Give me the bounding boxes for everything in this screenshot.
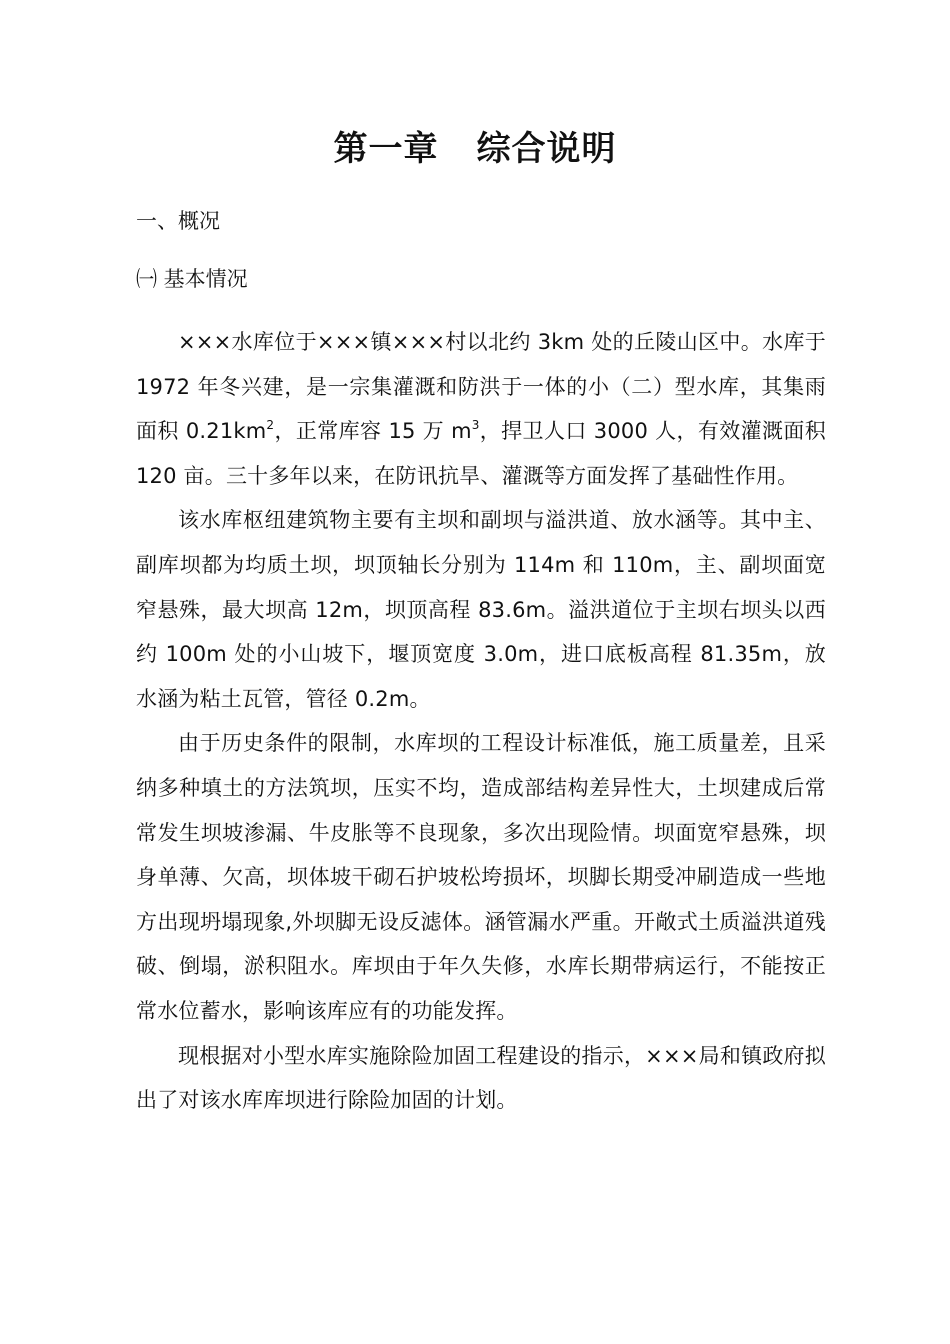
paragraph-4: 现根据对小型水库实施除险加固工程建设的指示，×××局和镇政府拟出了对该水库库坝进行除险加固的计划。 [136,1043,826,1113]
section-heading: 一、概况 [136,209,220,233]
paragraph-1-text-c: ，捍卫人口 3000 人，有效灌溉面积 120 亩。三十多年以来，在防讯抗旱、灌溉等方面发挥了基础性作用。 [136,419,826,488]
chapter-number: 第一章 [333,129,439,169]
paragraph-3: 由于历史条件的限制，水库坝的工程设计标准低，施工质量差，且采纳多种填土的方法筑坝，压实不均，造成部结构差异性大，土坝建成后常常发生坝坡渗漏、牛皮胀等不良现象，多次出现险情。坝面宽窄悬殊，坝身单薄、欠高，坝体坡干砌石护坡松垮损坏，坝脚长期受冲刷造成一些地方出现坍塌现象,外坝脚无设反滤体。涵管漏水严重。开敞式土质溢洪道残破、倒塌，淤积阻水。库坝由于年久失修，水库长期带病运行，不能按正常水位蓄水，影响该库应有的功能发挥。 [136,731,826,1023]
paragraph-1 [136,320,826,498]
paragraph-2: 该水库枢纽建筑物主要有主坝和副坝与溢洪道、放水涵等。其中主、副库坝都为均质土坝，坝顶轴长分别为 114m 和 110m，主、副坝面宽窄悬殊，最大坝高 12m，坝顶高程 83.6m。溢洪道位于主坝右坝头以西约 100m 处的小山坡下，堰顶宽度 3.0m，进口底板高程 81.35m，放水涵为粘土瓦管，管径 0.2m。 [136,508,826,711]
paragraph-1-text-b: ，正常库容 15 万 m [274,419,472,444]
body-text [136,320,826,1123]
chapter-name: 综合说明 [476,129,617,169]
superscript-square: 2 [266,418,275,433]
paragraph-1-text-a: ×××水库位于×××镇×××村以北约 3km 处的丘陵山区中。水库于 1972 年冬兴建，是一宗集灌溉和防洪于一体的小（二）型水库，其集雨面积 0.21km [136,330,826,444]
superscript-cube: 3 [471,418,480,433]
subsection-heading: ㈠ 基本情况 [136,267,248,291]
chapter-title [0,126,950,172]
